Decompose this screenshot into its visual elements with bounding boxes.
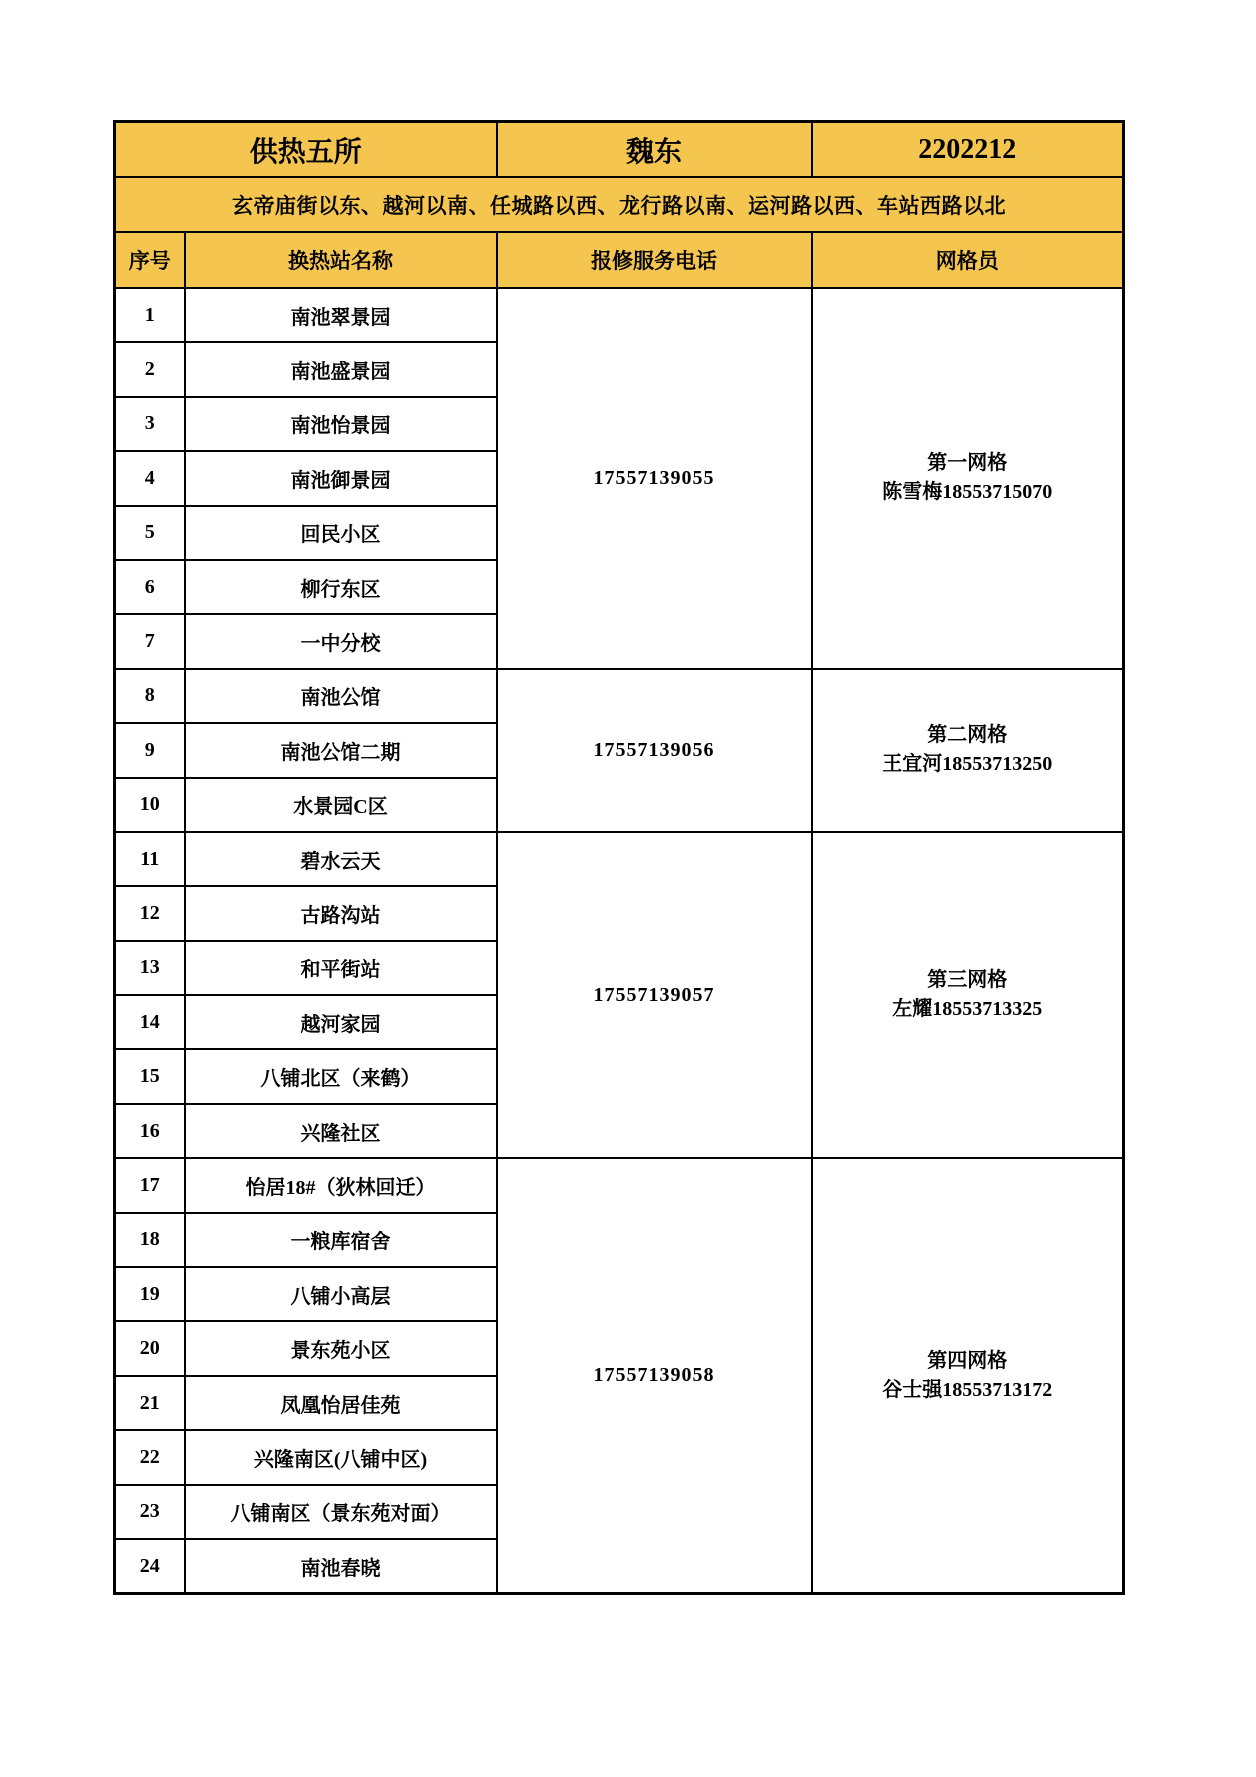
index-cell: 13	[115, 941, 185, 995]
table-row	[115, 832, 1124, 886]
index-cell: 9	[115, 723, 185, 777]
grid-cell	[812, 288, 1124, 669]
grid-name: 第二网格	[927, 724, 1008, 747]
table-row	[115, 669, 1124, 723]
phone-cell: 17557139057	[497, 832, 812, 1158]
grid-name: 第四网格	[927, 1349, 1008, 1372]
heating-station-table-sheet	[113, 120, 1125, 1595]
index-cell: 3	[115, 397, 185, 451]
region-row	[115, 177, 1124, 232]
index-cell: 12	[115, 886, 185, 940]
index-cell: 7	[115, 614, 185, 668]
station-cell: 柳行东区	[185, 560, 497, 614]
grid-name: 第三网格	[927, 969, 1008, 992]
index-cell: 22	[115, 1430, 185, 1484]
station-cell: 景东苑小区	[185, 1321, 497, 1375]
station-cell: 南池御景园	[185, 451, 497, 505]
index-cell: 15	[115, 1049, 185, 1103]
station-cell: 水景园C区	[185, 778, 497, 832]
station-cell: 兴隆社区	[185, 1104, 497, 1158]
title-row	[115, 122, 1124, 178]
station-cell: 南池公馆二期	[185, 723, 497, 777]
grid-cell	[812, 669, 1124, 832]
station-cell: 兴隆南区(八铺中区)	[185, 1430, 497, 1484]
index-cell: 17	[115, 1158, 185, 1212]
index-cell: 5	[115, 506, 185, 560]
region-description: 玄帝庙街以东、越河以南、任城路以西、龙行路以南、运河路以西、车站西路以北	[115, 177, 1124, 232]
station-cell: 八铺小高层	[185, 1267, 497, 1321]
index-cell: 24	[115, 1539, 185, 1594]
station-cell: 八铺南区（景东苑对面）	[185, 1485, 497, 1539]
station-cell: 八铺北区（来鹤）	[185, 1049, 497, 1103]
grid-cell	[812, 1158, 1124, 1594]
column-header-row	[115, 232, 1124, 288]
header-station: 换热站名称	[185, 232, 497, 288]
table-row	[115, 288, 1124, 342]
station-cell: 南池翠景园	[185, 288, 497, 342]
index-cell: 16	[115, 1104, 185, 1158]
station-cell: 怡居18#（狄林回迁）	[185, 1158, 497, 1212]
station-cell: 碧水云天	[185, 832, 497, 886]
index-cell: 6	[115, 560, 185, 614]
station-cell: 南池春晓	[185, 1539, 497, 1594]
phone-cell: 17557139056	[497, 669, 812, 832]
station-cell: 南池盛景园	[185, 342, 497, 396]
grid-person: 王宜河18553713250	[882, 753, 1053, 776]
index-cell: 8	[115, 669, 185, 723]
station-cell: 一粮库宿舍	[185, 1213, 497, 1267]
department-title: 供热五所	[115, 122, 497, 178]
index-cell: 10	[115, 778, 185, 832]
index-cell: 23	[115, 1485, 185, 1539]
header-grid: 网格员	[812, 232, 1124, 288]
grid-person: 谷士强18553713172	[882, 1378, 1053, 1401]
phone-cell: 17557139055	[497, 288, 812, 669]
heating-station-table	[113, 120, 1125, 1595]
header-index: 序号	[115, 232, 185, 288]
index-cell: 1	[115, 288, 185, 342]
grid-person: 左耀18553713325	[892, 998, 1043, 1021]
header-phone: 报修服务电话	[497, 232, 812, 288]
index-cell: 18	[115, 1213, 185, 1267]
phone-cell: 17557139058	[497, 1158, 812, 1594]
station-cell: 和平街站	[185, 941, 497, 995]
station-cell: 一中分校	[185, 614, 497, 668]
grid-name: 第一网格	[927, 452, 1008, 475]
station-cell: 古路沟站	[185, 886, 497, 940]
index-cell: 14	[115, 995, 185, 1049]
grid-person: 陈雪梅18553715070	[882, 481, 1053, 504]
station-cell: 越河家园	[185, 995, 497, 1049]
index-cell: 19	[115, 1267, 185, 1321]
station-cell: 回民小区	[185, 506, 497, 560]
manager-name: 魏东	[497, 122, 812, 178]
station-cell: 凤凰怡居佳苑	[185, 1376, 497, 1430]
index-cell: 20	[115, 1321, 185, 1375]
station-cell: 南池公馆	[185, 669, 497, 723]
table-row	[115, 1158, 1124, 1212]
department-code: 2202212	[812, 122, 1124, 178]
station-cell: 南池怡景园	[185, 397, 497, 451]
index-cell: 2	[115, 342, 185, 396]
index-cell: 4	[115, 451, 185, 505]
index-cell: 21	[115, 1376, 185, 1430]
grid-cell	[812, 832, 1124, 1158]
index-cell: 11	[115, 832, 185, 886]
